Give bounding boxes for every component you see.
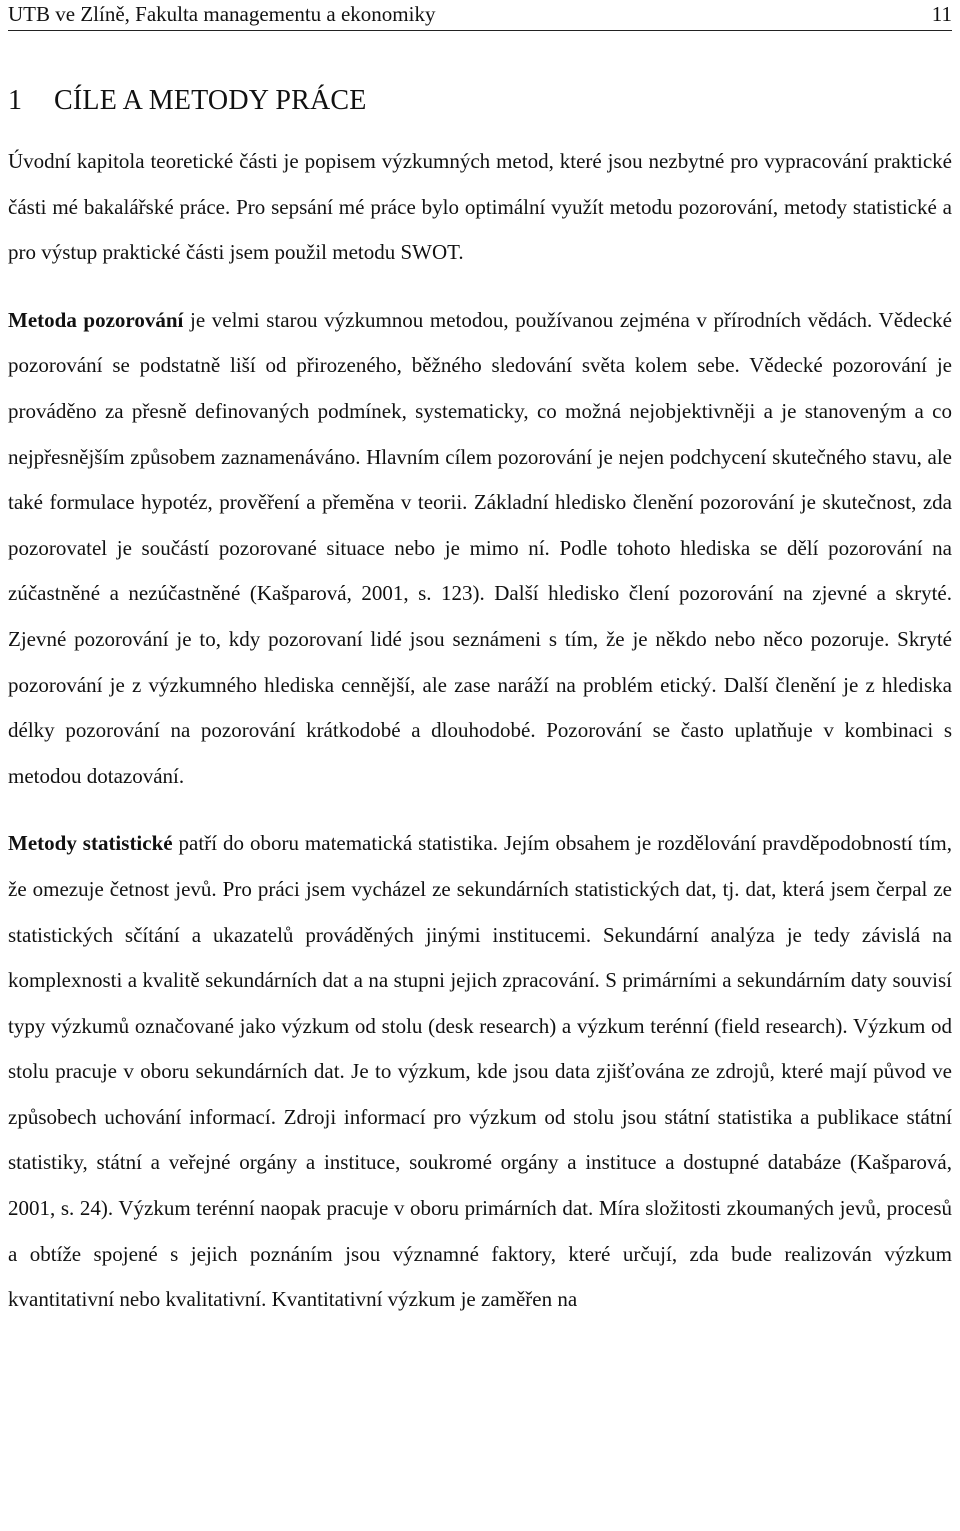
- chapter-title: CÍLE A METODY PRÁCE: [54, 85, 367, 116]
- paragraph-observation-lead: Metoda pozorování: [8, 307, 184, 332]
- header-title: UTB ve Zlíně, Fakulta managementu a ekonomiky: [8, 2, 436, 26]
- paragraph-statistics-body: patří do oboru matematická statistika. Jejím obsahem je rozdělování pravděpodobností tím, že omezuje četnost jevů. Pro práci jsem vycházel ze sekundárních statistických dat, tj. dat, která jsem čerpal ze statistických sčítání a ukazatelů prováděných jinými institucemi. Sekundární analýza je tedy závislá na komplexnosti a kvalitě sekundárních dat a na stupni jejich zpracování. S primárními a sekundárním daty souvisí typy výzkumů označované jako výzkum od stolu (desk research) a výzkum terénní (field research). Výzkum od stolu pracuje v oboru sekundárních dat. Je to výzkum, kde jsou data zjišťována ze zdrojů, které mají původ ve způsobech uchování informací. Zdroji informací pro výzkum od stolu jsou státní statistika a publikace státní statistiky, státní a veřejné orgány a instituce, soukromé orgány a instituce a dostupné databáze (Kašparová, 2001, s. 24). Výzkum terénní naopak pracuje v oboru primárních dat. Míra složitosti zkoumaných jevů, procesů a obtíže spojené s jejich poznáním jsou významné faktory, které určují, zda bude realizován výzkum kvantitativní nebo kvalitativní. Kvantitativní výzkum je zaměřen na: [8, 831, 952, 1312]
- paragraph-intro: Úvodní kapitola teoretické části je popisem výzkumných metod, které jsou nezbytné pro vypracování praktické části mé bakalářské práce. Pro sepsání mé práce bylo optimální využít metodu pozorování, metody statistické a pro výstup praktické části jsem použil metodu SWOT.: [8, 149, 952, 265]
- chapter-number: 1: [8, 85, 23, 116]
- paragraph-observation: [8, 298, 952, 800]
- running-header: [8, 0, 952, 31]
- document-page: [8, 0, 952, 1323]
- paragraph-statistics-lead: Metody statistické: [8, 831, 173, 856]
- page-number: 11: [931, 2, 952, 26]
- paragraph-statistics: [8, 821, 952, 1323]
- paragraph-observation-body: je velmi starou výzkumnou metodou, používanou zejména v přírodních vědách. Vědecké pozorování se podstatně liší od přirozeného, běžného sledování světa kolem sebe. Vědecké pozorování je prováděno za přesně definovaných podmínek, systematicky, co možná nejobjektivněji a je stanoveným a co nejpřesnějším způsobem zaznamenáváno. Hlavním cílem pozorování je nejen podchycení skutečného stavu, ale také formulace hypotéz, prověření a přeměna v teorii. Základní hledisko členění pozorování je skutečnost, zda pozorovatel je součástí pozorované situace nebo je mimo ní. Podle tohoto hlediska se dělí pozorování na zúčastněné a nezúčastněné (Kašparová, 2001, s. 123). Další hledisko člení pozorování na zjevné a skryté. Zjevné pozorování je to, kdy pozorovaní lidé jsou seznámeni s tím, že je někdo nebo něco pozoruje. Skryté pozorování je z výzkumného hlediska cennější, ale zase naráží na problém etický. Další členění je z hlediska délky pozorování na pozorování krátkodobé a dlouhodobé. Pozorování se často uplatňuje v kombinaci s metodou dotazování.: [8, 307, 952, 788]
- chapter-heading: [8, 83, 952, 119]
